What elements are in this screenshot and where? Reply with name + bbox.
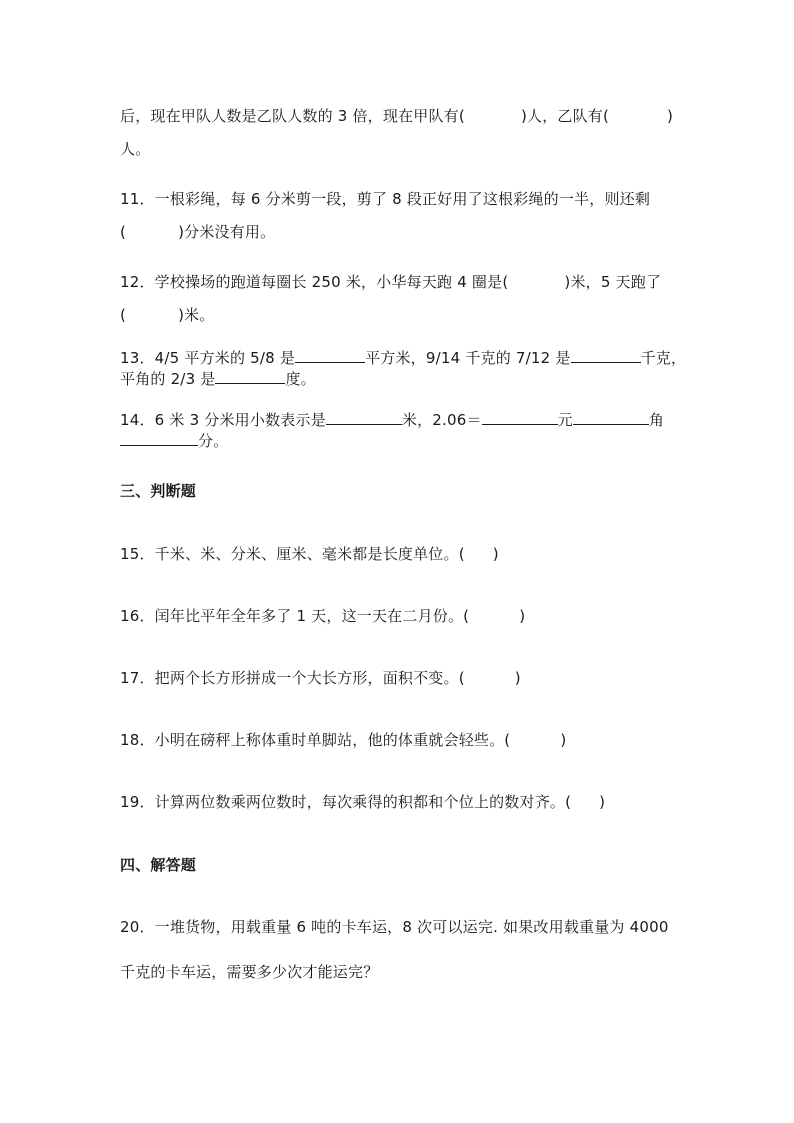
q14-text-e: 分。 — [198, 432, 229, 450]
q14-text-b: 米，2.06＝ — [401, 411, 482, 429]
question-text: 19．计算两位数乘两位数时，每次乘得的积都和个位上的数对齐。( — [120, 793, 572, 811]
question-text: 18．小明在磅秤上称体重时单脚站，他的体重就会轻些。( — [120, 731, 511, 749]
section-heading: 三、判断题 — [120, 482, 197, 500]
section-heading: 四、解答题 — [120, 856, 197, 874]
question-16 — [120, 606, 525, 626]
q11-line2 — [120, 222, 275, 242]
q10-text-b: )人，乙队有( — [520, 107, 610, 125]
q13-text-a: 13．4/5 平方米的 5/8 是 — [120, 349, 296, 367]
q10-text-c: ) — [667, 107, 674, 125]
q13-text-b: 平方米，9/14 千克的 7/12 是 — [365, 349, 571, 367]
q13-text-c: 千克， — [640, 349, 687, 367]
q11-paren-open: ( — [120, 223, 127, 241]
q13-line2 — [120, 368, 316, 389]
q13-text-d: 平角的 2/3 是 — [120, 370, 216, 388]
paren-close: ) — [560, 731, 567, 749]
q12-line2 — [120, 305, 215, 325]
q11-line1: 11．一根彩绳，每 6 分米剪一段，剪了 8 段正好用了这根彩绳的一半，则还剩 — [120, 190, 651, 208]
answer-blank[interactable] — [571, 347, 641, 363]
answer-blank[interactable] — [215, 368, 285, 384]
q11-text: )分米没有用。 — [178, 223, 276, 241]
answer-blank[interactable] — [573, 409, 649, 425]
paren-close: ) — [514, 669, 521, 687]
q14-line1 — [120, 409, 664, 430]
question-text: 16．闰年比平年全年多了 1 天，这一天在二月份。( — [120, 607, 470, 625]
q14-text-c: 元 — [557, 411, 573, 429]
q10-line2: 人。 — [120, 140, 151, 158]
answer-blank[interactable] — [295, 347, 365, 363]
q13-line1 — [120, 347, 686, 368]
q12-paren-open: ( — [120, 306, 127, 324]
q14-text-d: 角 — [648, 411, 665, 429]
q14-text-a: 14．6 米 3 分米用小数表示是 — [120, 411, 326, 429]
paren-close: ) — [519, 607, 526, 625]
q12-line1 — [120, 272, 661, 292]
answer-blank[interactable] — [326, 409, 402, 425]
q12-text-a: 12．学校操场的跑道每圈长 250 米，小华每天跑 4 圈是( — [120, 273, 509, 291]
question-text: 15．千米、米、分米、厘米、毫米都是长度单位。( — [120, 545, 465, 563]
q20-line1: 20．一堆货物，用载重量 6 吨的卡车运，8 次可以运完. 如果改用载重量为 4000 — [120, 918, 669, 936]
question-17 — [120, 668, 521, 688]
q12-text: )米。 — [178, 306, 215, 324]
q10-text-a: 后，现在甲队人数是乙队人数的 3 倍，现在甲队有( — [120, 107, 465, 125]
paren-close: ) — [599, 793, 606, 811]
answer-blank[interactable] — [120, 430, 198, 446]
q14-line2 — [120, 430, 228, 451]
q12-text-b: )米，5 天跑了 — [564, 273, 662, 291]
q10-line1 — [120, 106, 673, 126]
question-text: 17．把两个长方形拼成一个大长方形，面积不变。( — [120, 669, 465, 687]
paren-close: ) — [492, 545, 499, 563]
q20-line2: 千克的卡车运，需要多少次才能运完？ — [120, 963, 379, 981]
question-18 — [120, 730, 566, 750]
q13-text-e: 度。 — [285, 370, 316, 388]
question-19 — [120, 792, 605, 812]
answer-blank[interactable] — [482, 409, 558, 425]
question-15 — [120, 544, 499, 564]
